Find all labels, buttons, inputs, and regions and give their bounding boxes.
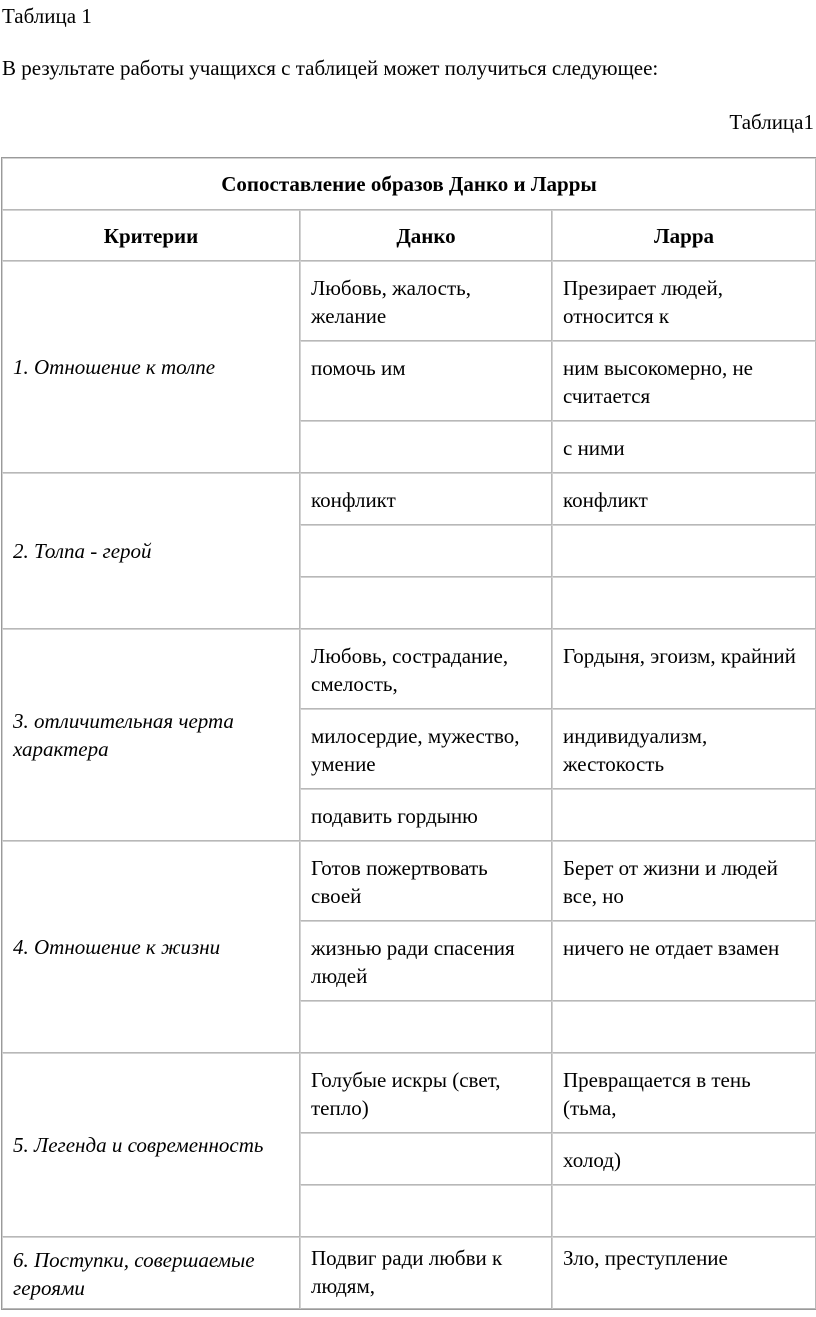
larra-cell: холод) [552,1133,816,1185]
danko-cell [300,1133,552,1185]
criterion-cell: 5. Легенда и современность [2,1053,300,1237]
danko-cell [300,1185,552,1237]
larra-cell: ничего не отдает взамен [552,921,816,1001]
danko-cell: Голубые искры (свет, тепло) [300,1053,552,1133]
larra-cell: Превращается в тень (тьма, [552,1053,816,1133]
larra-cell: конфликт [552,473,816,525]
larra-cell: Берет от жизни и людей все, но [552,841,816,921]
larra-cell: с ними [552,421,816,473]
larra-cell [552,1185,816,1237]
danko-cell [300,421,552,473]
larra-cell: Презирает людей, относится к [552,261,816,341]
table-caption-top: Таблица 1 [2,4,92,28]
table-caption-right: Таблица1 [729,110,814,134]
danko-cell: подавить гордыню [300,789,552,841]
intro-paragraph: В результате работы учащихся с таблицей может получиться следующее: [2,56,659,80]
criterion-cell: 4. Отношение к жизни [2,841,300,1053]
header-criteria: Критерии [2,210,300,261]
table-title: Сопоставление образов Данко и Ларры [2,158,816,210]
criterion-cell: 1. Отношение к толпе [2,261,300,473]
danko-cell: помочь им [300,341,552,421]
criterion-cell: 6. Поступки, совершаемые героями [2,1237,300,1309]
danko-cell: Любовь, сострадание, смелость, [300,629,552,709]
danko-cell: Подвиг ради любви к людям, [300,1237,552,1309]
table-row [2,1053,816,1133]
danko-cell [300,577,552,629]
danko-cell: жизнью ради спасения людей [300,921,552,1001]
larra-cell: индивидуализм, жестокость [552,709,816,789]
table-row [2,1237,816,1309]
danko-cell: Любовь, жалость, желание [300,261,552,341]
header-danko: Данко [300,210,552,261]
larra-cell: Зло, преступление [552,1237,816,1309]
larra-cell [552,577,816,629]
criterion-cell: 3. отличительная черта характера [2,629,300,841]
comparison-table [1,157,816,1310]
danko-cell [300,1001,552,1053]
header-larra: Ларра [552,210,816,261]
danko-cell [300,525,552,577]
larra-cell [552,1001,816,1053]
danko-cell: милосердие, мужество, умение [300,709,552,789]
larra-cell: Гордыня, эгоизм, крайний [552,629,816,709]
larra-cell: ним высокомерно, не считается [552,341,816,421]
criterion-cell: 2. Толпа - герой [2,473,300,629]
table-row [2,261,816,341]
danko-cell: конфликт [300,473,552,525]
table-row [2,841,816,921]
table-row [2,629,816,709]
table-row [2,473,816,525]
larra-cell [552,525,816,577]
larra-cell [552,789,816,841]
danko-cell: Готов пожертвовать своей [300,841,552,921]
